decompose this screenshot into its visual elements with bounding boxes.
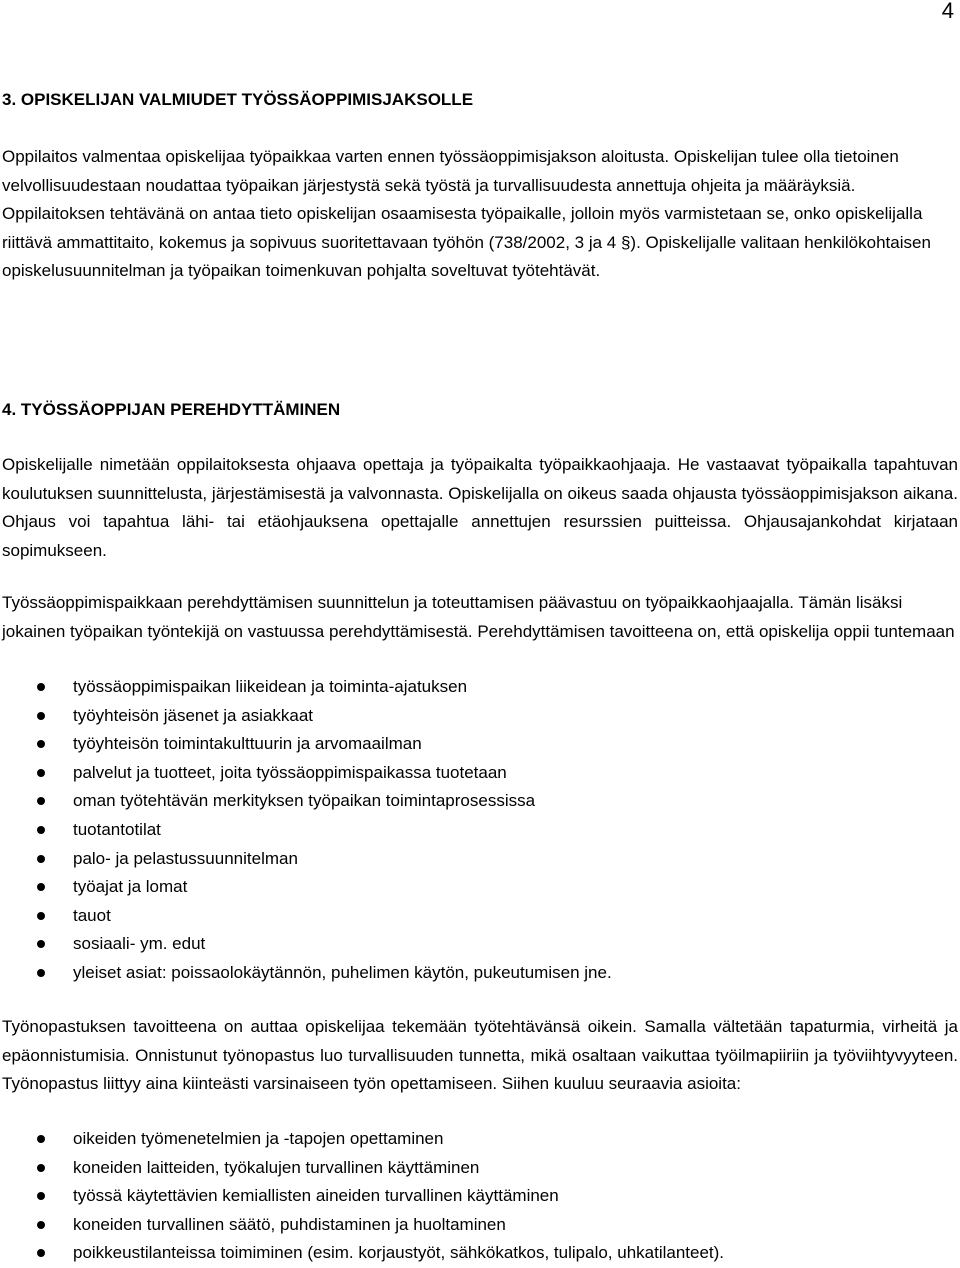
list-item: tauot (2, 902, 958, 931)
list-item: työyhteisön toimintakulttuurin ja arvomaailman (2, 730, 958, 759)
list-item: palvelut ja tuotteet, joita työssäoppimispaikassa tuotetaan (2, 759, 958, 788)
bullet-icon (37, 826, 45, 834)
section-4-paragraph-3: Työnopastuksen tavoitteena on auttaa opiskelijaa tekemään työtehtävänsä oikein. Samalla vältetään tapaturmia, virheitä ja epäonnistumisia. Onnistunut työnopastus luo turvallisuuden tunnetta, mikä osaltaan vaikuttaa työilmapiiriin ja työviihtyvyyteen. Työnopastus liittyy aina kiinteästi varsinaiseen työn opettamiseen. Siihen kuuluu seuraavia asioita: (2, 1017, 958, 1094)
orientation-topics-list (2, 673, 958, 988)
bullet-icon (37, 940, 45, 948)
list-item: palo- ja pelastussuunnitelman (2, 845, 958, 874)
bullet-icon (37, 969, 45, 977)
section-3-paragraph (2, 143, 958, 286)
list-item: koneiden laitteiden, työkalujen turvallinen käyttäminen (2, 1154, 958, 1183)
bullet-icon (37, 712, 45, 720)
list-item: sosiaali- ym. edut (2, 930, 958, 959)
page-number: 4 (941, 0, 954, 23)
bullet-icon (37, 1164, 45, 1172)
list-item: oikeiden työmenetelmien ja -tapojen opettaminen (2, 1125, 958, 1154)
bullet-icon (37, 1221, 45, 1229)
list-item: työssäoppimispaikan liikeidean ja toiminta-ajatuksen (2, 673, 958, 702)
list-item: työyhteisön jäsenet ja asiakkaat (2, 702, 958, 731)
bullet-icon (37, 855, 45, 863)
section-4-heading: 4. TYÖSSÄOPPIJAN PEREHDYTTÄMINEN (2, 400, 341, 419)
bullet-icon (37, 1135, 45, 1143)
bullet-icon (37, 797, 45, 805)
bullet-icon (37, 740, 45, 748)
list-item: työssä käytettävien kemiallisten aineiden turvallinen käyttäminen (2, 1182, 958, 1211)
instruction-topics-list (2, 1125, 958, 1268)
section-4-paragraph-1: Opiskelijalle nimetään oppilaitoksesta ohjaava opettaja ja työpaikalta työpaikkaohjaaja. He vastaavat työpaikalla tapahtuvan koulutuksen suunnittelusta, järjestämisestä ja valvonnasta. Opiskelijalla on oikeus saada ohjausta työssäoppimisjakson aikana. Ohjaus voi tapahtua lähi- tai etäohjauksena opettajalle annettujen resurssien puitteissa. Ohjausajankohdat kirjataan sopimukseen. (2, 455, 958, 560)
bullet-icon (37, 769, 45, 777)
section-3-paragraph-part1: Oppilaitos valmentaa opiskelijaa työpaikkaa varten ennen työssäoppimisjakson aloitusta. Opiskelijan tulee olla tietoinen velvollisuudestaan noudattaa työpaikan järjestystä sekä työstä ja turvallisuudesta annettuja ohjeita ja määräyksiä. (2, 147, 899, 195)
bullet-icon (37, 683, 45, 691)
section-3-heading: 3. OPISKELIJAN VALMIUDET TYÖSSÄOPPIMISJAKSOLLE (2, 90, 474, 109)
list-item: työajat ja lomat (2, 873, 958, 902)
list-item: koneiden turvallinen säätö, puhdistaminen ja huoltaminen (2, 1211, 958, 1240)
list-item: yleiset asiat: poissaolokäytännön, puhelimen käytön, pukeutumisen jne. (2, 959, 958, 988)
bullet-icon (37, 1192, 45, 1200)
list-item: oman työtehtävän merkityksen työpaikan toimintaprosessissa (2, 787, 958, 816)
bullet-icon (37, 912, 45, 920)
section-4-paragraph-2: Työssäoppimispaikkaan perehdyttämisen suunnittelun ja toteuttamisen päävastuu on työpaikkaohjaajalla. Tämän lisäksi jokainen työpaikan työntekijä on vastuussa perehdyttämisestä. Perehdyttämisen tavoitteena on, että opiskelija oppii tuntemaan (2, 593, 955, 641)
list-item: poikkeustilanteissa toimiminen (esim. korjaustyöt, sähkökatkos, tulipalo, uhkatilanteet). (2, 1239, 958, 1268)
section-3-paragraph-part2: Oppilaitoksen tehtävänä on antaa tieto opiskelijan osaamisesta työpaikalle, jolloin myös varmistetaan se, onko opiskelijalla riittävä ammattitaito, kokemus ja sopivuus suoritettavaan työhön (738/2002, 3 ja 4 §). Opiskelijalle valitaan henkilökohtaisen opiskelusuunnitelman ja työpaikan toimenkuvan pohjalta soveltuvat työtehtävät. (2, 204, 931, 281)
list-item: tuotantotilat (2, 816, 958, 845)
bullet-icon (37, 1249, 45, 1257)
bullet-icon (37, 883, 45, 891)
